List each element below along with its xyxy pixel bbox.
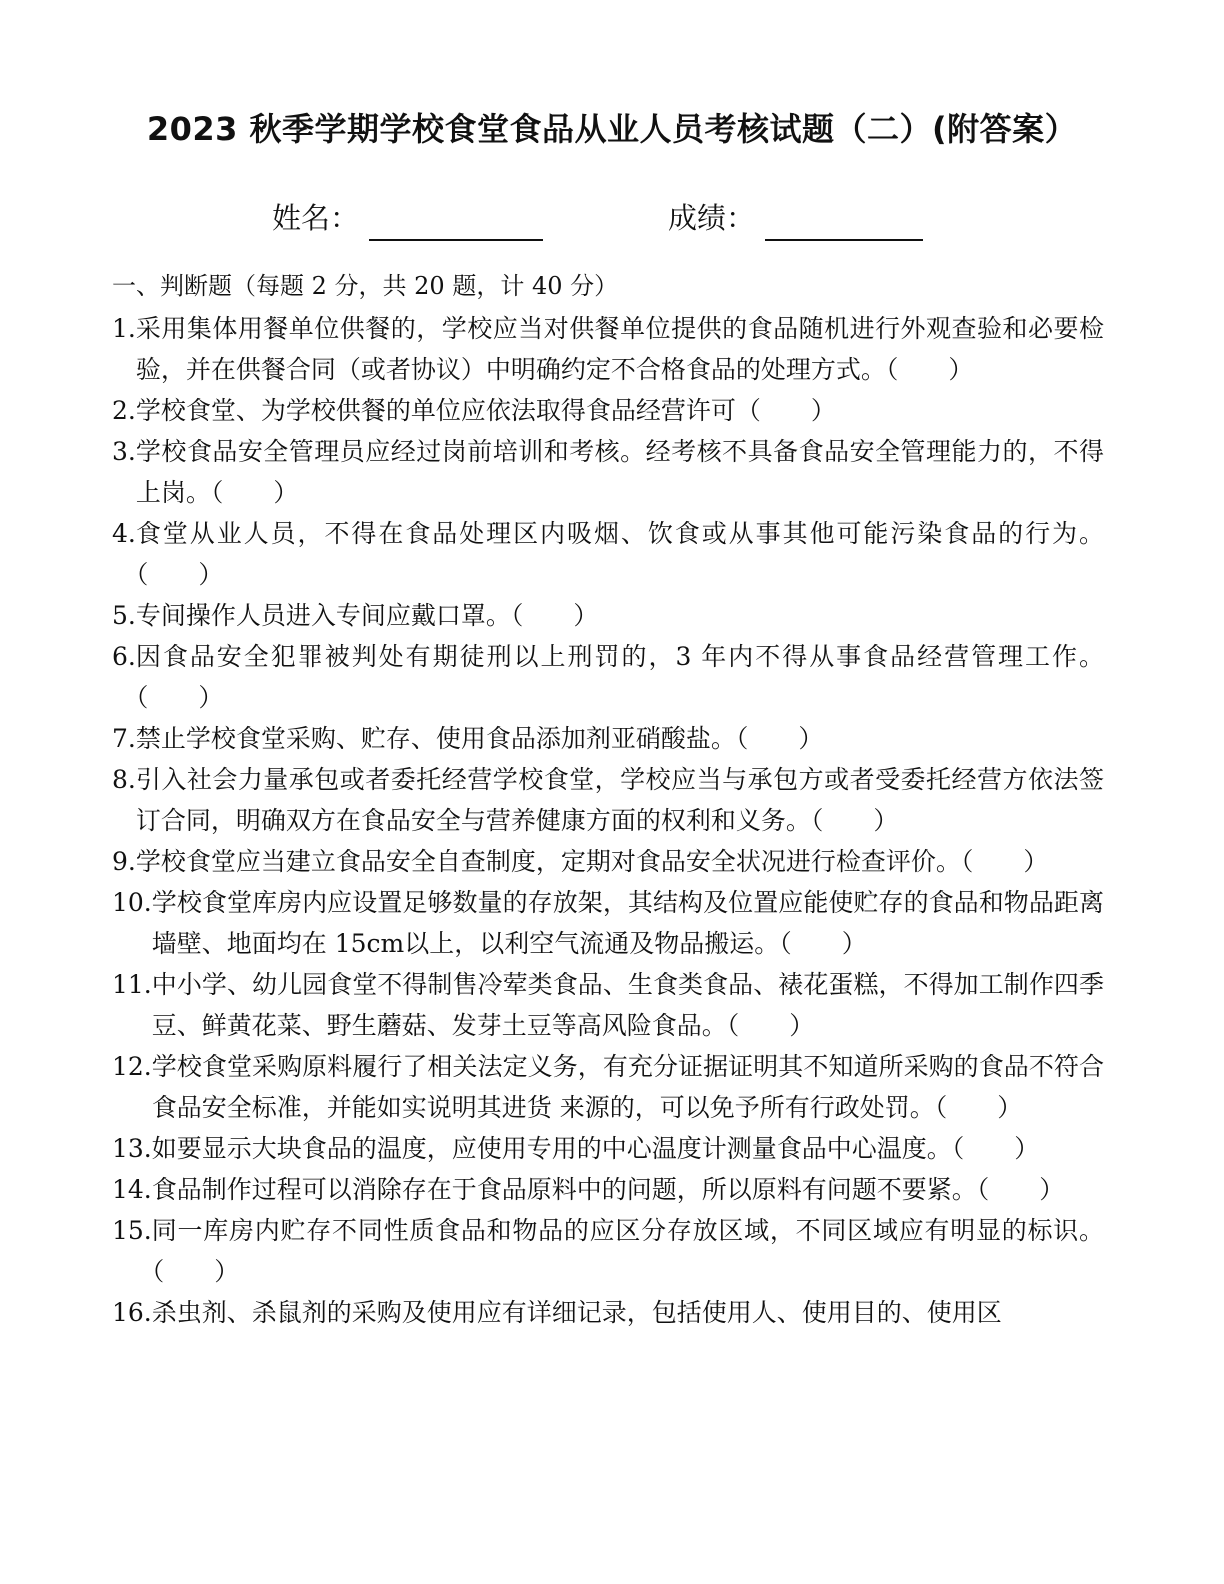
answer-blank[interactable]: （ ） bbox=[960, 847, 1049, 876]
question-number: 11. bbox=[112, 970, 152, 999]
answer-blank[interactable]: （ ） bbox=[735, 396, 836, 425]
answer-blank[interactable]: （ ） bbox=[135, 560, 224, 589]
question-item bbox=[112, 308, 1104, 390]
question-item bbox=[112, 718, 1104, 759]
question-text: 同一库房内贮存不同性质食品和物品的应区分存放区域，不同区域应有明显的标识。 bbox=[151, 1216, 1104, 1245]
question-item bbox=[112, 1292, 1104, 1333]
answer-blank[interactable]: （ ） bbox=[135, 683, 224, 712]
question-number: 6. bbox=[112, 642, 136, 671]
question-number: 14. bbox=[112, 1175, 152, 1204]
answer-blank[interactable]: （ ） bbox=[951, 1134, 1040, 1163]
question-text: 杀虫剂、杀鼠剂的采购及使用应有详细记录，包括使用人、使用目的、使用区 bbox=[151, 1298, 1002, 1327]
answer-blank[interactable]: （ ） bbox=[885, 355, 974, 384]
question-list bbox=[112, 308, 1104, 1333]
exam-title: 2023 秋季学期学校食堂食品从业人员考核试题（二）(附答案） bbox=[146, 110, 1078, 148]
question-text: 中小学、幼儿园食堂不得制售冷荤类食品、生食类食品、裱花蛋糕，不得加工制作四季豆、鲜黄花菜、野生蘑菇、发芽土豆等高风险食品。 bbox=[151, 970, 1104, 1040]
answer-blank[interactable]: （ ） bbox=[726, 1011, 815, 1040]
answer-blank[interactable]: （ ） bbox=[934, 1093, 1023, 1122]
question-item bbox=[112, 1210, 1104, 1292]
question-number: 8. bbox=[112, 765, 136, 794]
question-number: 13. bbox=[112, 1134, 152, 1163]
question-item bbox=[112, 431, 1104, 513]
question-item bbox=[112, 841, 1104, 882]
question-number: 9. bbox=[112, 847, 136, 876]
question-text: 引入社会力量承包或者委托经营学校食堂，学校应当与承包方或者受委托经营方依法签订合同，明确双方在食品安全与营养健康方面的权利和义务。 bbox=[135, 765, 1104, 835]
answer-blank[interactable]: （ ） bbox=[510, 601, 599, 630]
question-number: 3. bbox=[112, 437, 136, 466]
question-number: 5. bbox=[112, 601, 136, 630]
question-item bbox=[112, 513, 1104, 595]
score-label: 成绩： bbox=[668, 201, 756, 235]
question-item bbox=[112, 759, 1104, 841]
name-label: 姓名： bbox=[272, 201, 360, 235]
answer-blank[interactable]: （ ） bbox=[976, 1175, 1065, 1204]
question-item bbox=[112, 964, 1104, 1046]
question-text: 学校食堂、为学校供餐的单位应依法取得食品经营许可 bbox=[135, 396, 736, 425]
question-number: 7. bbox=[112, 724, 136, 753]
question-number: 15. bbox=[112, 1216, 152, 1245]
question-text: 因食品安全犯罪被判处有期徒刑以上刑罚的，3 年内不得从事食品经营管理工作。 bbox=[135, 642, 1104, 671]
score-blank-line[interactable] bbox=[765, 239, 923, 241]
answer-blank[interactable]: （ ） bbox=[151, 1257, 240, 1286]
question-item bbox=[112, 1169, 1104, 1210]
question-item bbox=[112, 882, 1104, 964]
question-text: 食堂从业人员，不得在食品处理区内吸烟、饮食或从事其他可能污染食品的行为。 bbox=[135, 519, 1104, 548]
question-text: 专间操作人员进入专间应戴口罩。 bbox=[135, 601, 511, 630]
question-number: 4. bbox=[112, 519, 136, 548]
question-text: 学校食堂应当建立食品安全自查制度，定期对食品安全状况进行检查评价。 bbox=[135, 847, 961, 876]
question-item bbox=[112, 1046, 1104, 1128]
question-text: 学校食品安全管理员应经过岗前培训和考核。经考核不具备食品安全管理能力的，不得上岗。 bbox=[135, 437, 1104, 507]
question-number: 16. bbox=[112, 1298, 152, 1327]
answer-blank[interactable]: （ ） bbox=[210, 478, 299, 507]
question-text: 食品制作过程可以消除存在于食品原料中的问题，所以原料有问题不要紧。 bbox=[151, 1175, 977, 1204]
question-text: 禁止学校食堂采购、贮存、使用食品添加剂亚硝酸盐。 bbox=[135, 724, 736, 753]
question-item bbox=[112, 636, 1104, 718]
question-number: 2. bbox=[112, 396, 136, 425]
question-text: 学校食堂库房内应设置足够数量的存放架，其结构及位置应能使贮存的食品和物品距离墙壁、地面均在 15cm以上，以利空气流通及物品搬运。 bbox=[151, 888, 1104, 958]
section-heading-judgment: 一、判断题（每题 2 分，共 20 题，计 40 分） bbox=[112, 272, 619, 300]
question-item bbox=[112, 1128, 1104, 1169]
answer-blank[interactable]: （ ） bbox=[810, 806, 899, 835]
question-text: 学校食堂采购原料履行了相关法定义务，有充分证据证明其不知道所采购的食品不符合食品安全标准，并能如实说明其进货 来源的，可以免予所有行政处罚。 bbox=[151, 1052, 1104, 1122]
question-number: 1. bbox=[112, 314, 136, 343]
question-item bbox=[112, 595, 1104, 636]
answer-blank[interactable]: （ ） bbox=[779, 929, 867, 958]
answer-blank[interactable]: （ ） bbox=[735, 724, 824, 753]
question-item bbox=[112, 390, 1104, 431]
name-blank-line[interactable] bbox=[369, 239, 543, 241]
question-number: 10. bbox=[112, 888, 152, 917]
question-text: 采用集体用餐单位供餐的，学校应当对供餐单位提供的食品随机进行外观查验和必要检验，并在供餐合同（或者协议）中明确约定不合格食品的处理方式。 bbox=[135, 314, 1104, 384]
question-number: 12. bbox=[112, 1052, 152, 1081]
question-text: 如要显示大块食品的温度，应使用专用的中心温度计测量食品中心温度。 bbox=[151, 1134, 952, 1163]
